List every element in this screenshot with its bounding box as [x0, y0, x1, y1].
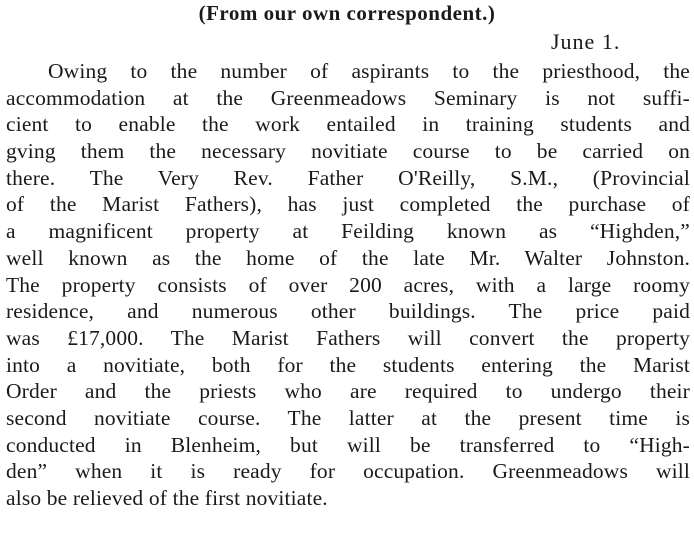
body-line: conducted in Blenheim, but will be transferred to “High- [6, 432, 690, 457]
body-line: into a novitiate, both for the students entering the Marist [6, 352, 690, 377]
body-line: gving them the necessary novitiate course to be carried on [6, 139, 690, 164]
body-line: accommodation at the Greenmeadows Seminary is not suffi- [6, 85, 690, 110]
article-body [6, 58, 690, 512]
article-date: June 1. [551, 29, 621, 54]
body-line: Order and the priests who are required to undergo their [6, 379, 690, 404]
body-line: cient to enable the work entailed in training students and [6, 112, 690, 137]
body-line: Owing to the number of aspirants to the priesthood, the [48, 59, 690, 83]
article-heading: (From our own correspondent.) [198, 1, 496, 25]
body-line: also be relieved of the first novitiate. [6, 486, 328, 510]
body-line: was £17,000. The Marist Fathers will convert the property [6, 325, 690, 350]
body-line: The property consists of over 200 acres, with a large roomy [6, 272, 690, 297]
body-line: residence, and numerous other buildings. The price paid [6, 299, 690, 324]
body-line: a magnificent property at Feilding known as “Highden,” [6, 219, 690, 244]
body-line: of the Marist Fathers), has just completed the purchase of [6, 192, 690, 217]
body-line: there. The Very Rev. Father O'Reilly, S.M., (Provincial [6, 165, 690, 190]
body-line: den” when it is ready for occupation. Greenmeadows will [6, 459, 690, 484]
body-line: well known as the home of the late Mr. Walter Johnston. [6, 245, 690, 270]
body-line: second novitiate course. The latter at the present time is [6, 405, 690, 430]
